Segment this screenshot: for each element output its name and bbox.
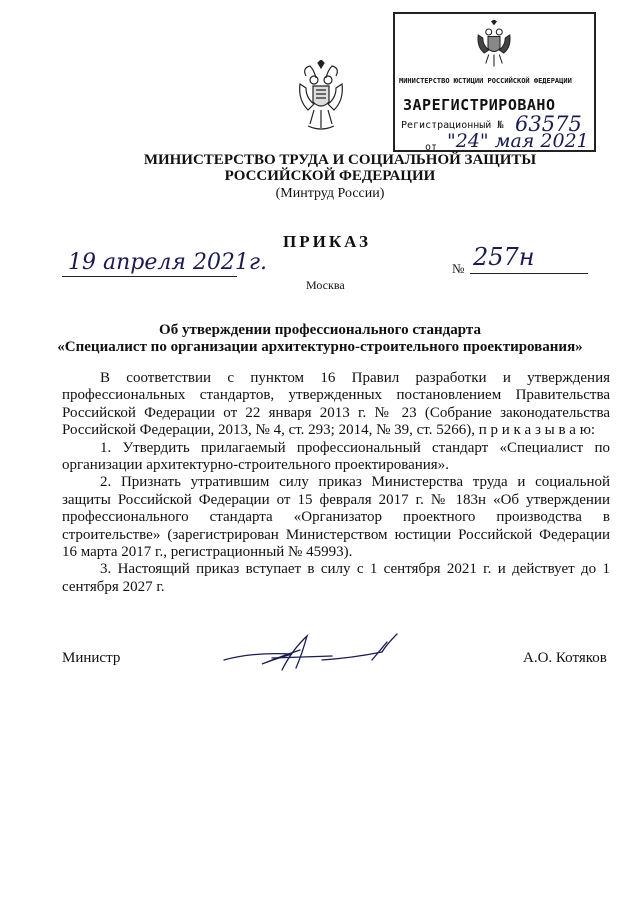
stamp-from-label: от — [425, 142, 438, 153]
stamp-status-text: ЗАРЕГИСТРИРОВАНО — [403, 96, 556, 114]
order-date: 19 апреля 2021г. — [68, 250, 268, 275]
paragraph-item-2: 2. Признать утратившим силу приказ Министерства труда и социальной защиты Российской Федерации от 15 февраля 2017 г. № 183н «Об утверждении профессионального стандарта «Организатор проектного производства в строительстве» (зарегистрирован Министерством юстиции Российской Федерации 16 марта 2017 г., регистрационный № 45993). — [62, 474, 610, 561]
ministry-short-name: (Минтруд России) — [275, 186, 385, 201]
order-number-sign: № — [452, 261, 465, 276]
paragraph-item-3: 3. Настоящий приказ вступает в силу с 1 сентября 2021 г. и действует до 1 сентября 2027 г. — [62, 561, 610, 595]
order-number: 257н — [473, 243, 535, 271]
order-title: ПРИКАЗ — [283, 232, 371, 251]
paragraph-preamble: В соответствии с пунктом 16 Правил разработки и утверждения профессиональных стандартов, утвержденных постановлением Правительства Российской Федерации от 22 января 2013 г. № 23 (Собрание законодательства Российской Федерации, 2013, № 4, ст. 293; 2014, № 39, ст. 5266), п р и к а з ы в а ю: — [62, 370, 610, 439]
registration-stamp — [393, 12, 596, 152]
handwritten-signature — [222, 630, 402, 680]
ministry-name-line1: МИНИСТЕРСТВО ТРУДА И СОЦИАЛЬНОЙ ЗАЩИТЫ — [143, 152, 537, 168]
stamp-coat-of-arms-icon — [475, 20, 513, 68]
stamp-reg-date: "24" мая 2021 — [447, 130, 589, 152]
signer-role: Министр — [62, 650, 121, 666]
stamp-reg-label: Регистрационный № — [401, 120, 504, 131]
coat-of-arms-icon — [296, 60, 346, 132]
ministry-name-line2: РОССИЙСКОЙ ФЕДЕРАЦИИ — [224, 168, 436, 184]
document-title-line2: «Специалист по организации архитектурно-строительного проектирования» — [57, 339, 583, 355]
order-city: Москва — [306, 278, 345, 292]
order-date-underline — [62, 276, 237, 277]
stamp-reg-number: 63575 — [515, 112, 582, 136]
order-body — [62, 370, 610, 596]
paragraph-item-1: 1. Утвердить прилагаемый профессиональный стандарт «Специалист по организации архитектурно-строительного проектирования». — [62, 439, 610, 474]
stamp-ministry-text: МИНИСТЕРСТВО ЮСТИЦИИ РОССИЙСКОЙ ФЕДЕРАЦИИ — [399, 77, 572, 85]
signer-name: А.О. Котяков — [523, 650, 607, 666]
order-number-underline — [470, 273, 588, 274]
document-title-line1: Об утверждении профессионального стандарта — [159, 322, 481, 338]
